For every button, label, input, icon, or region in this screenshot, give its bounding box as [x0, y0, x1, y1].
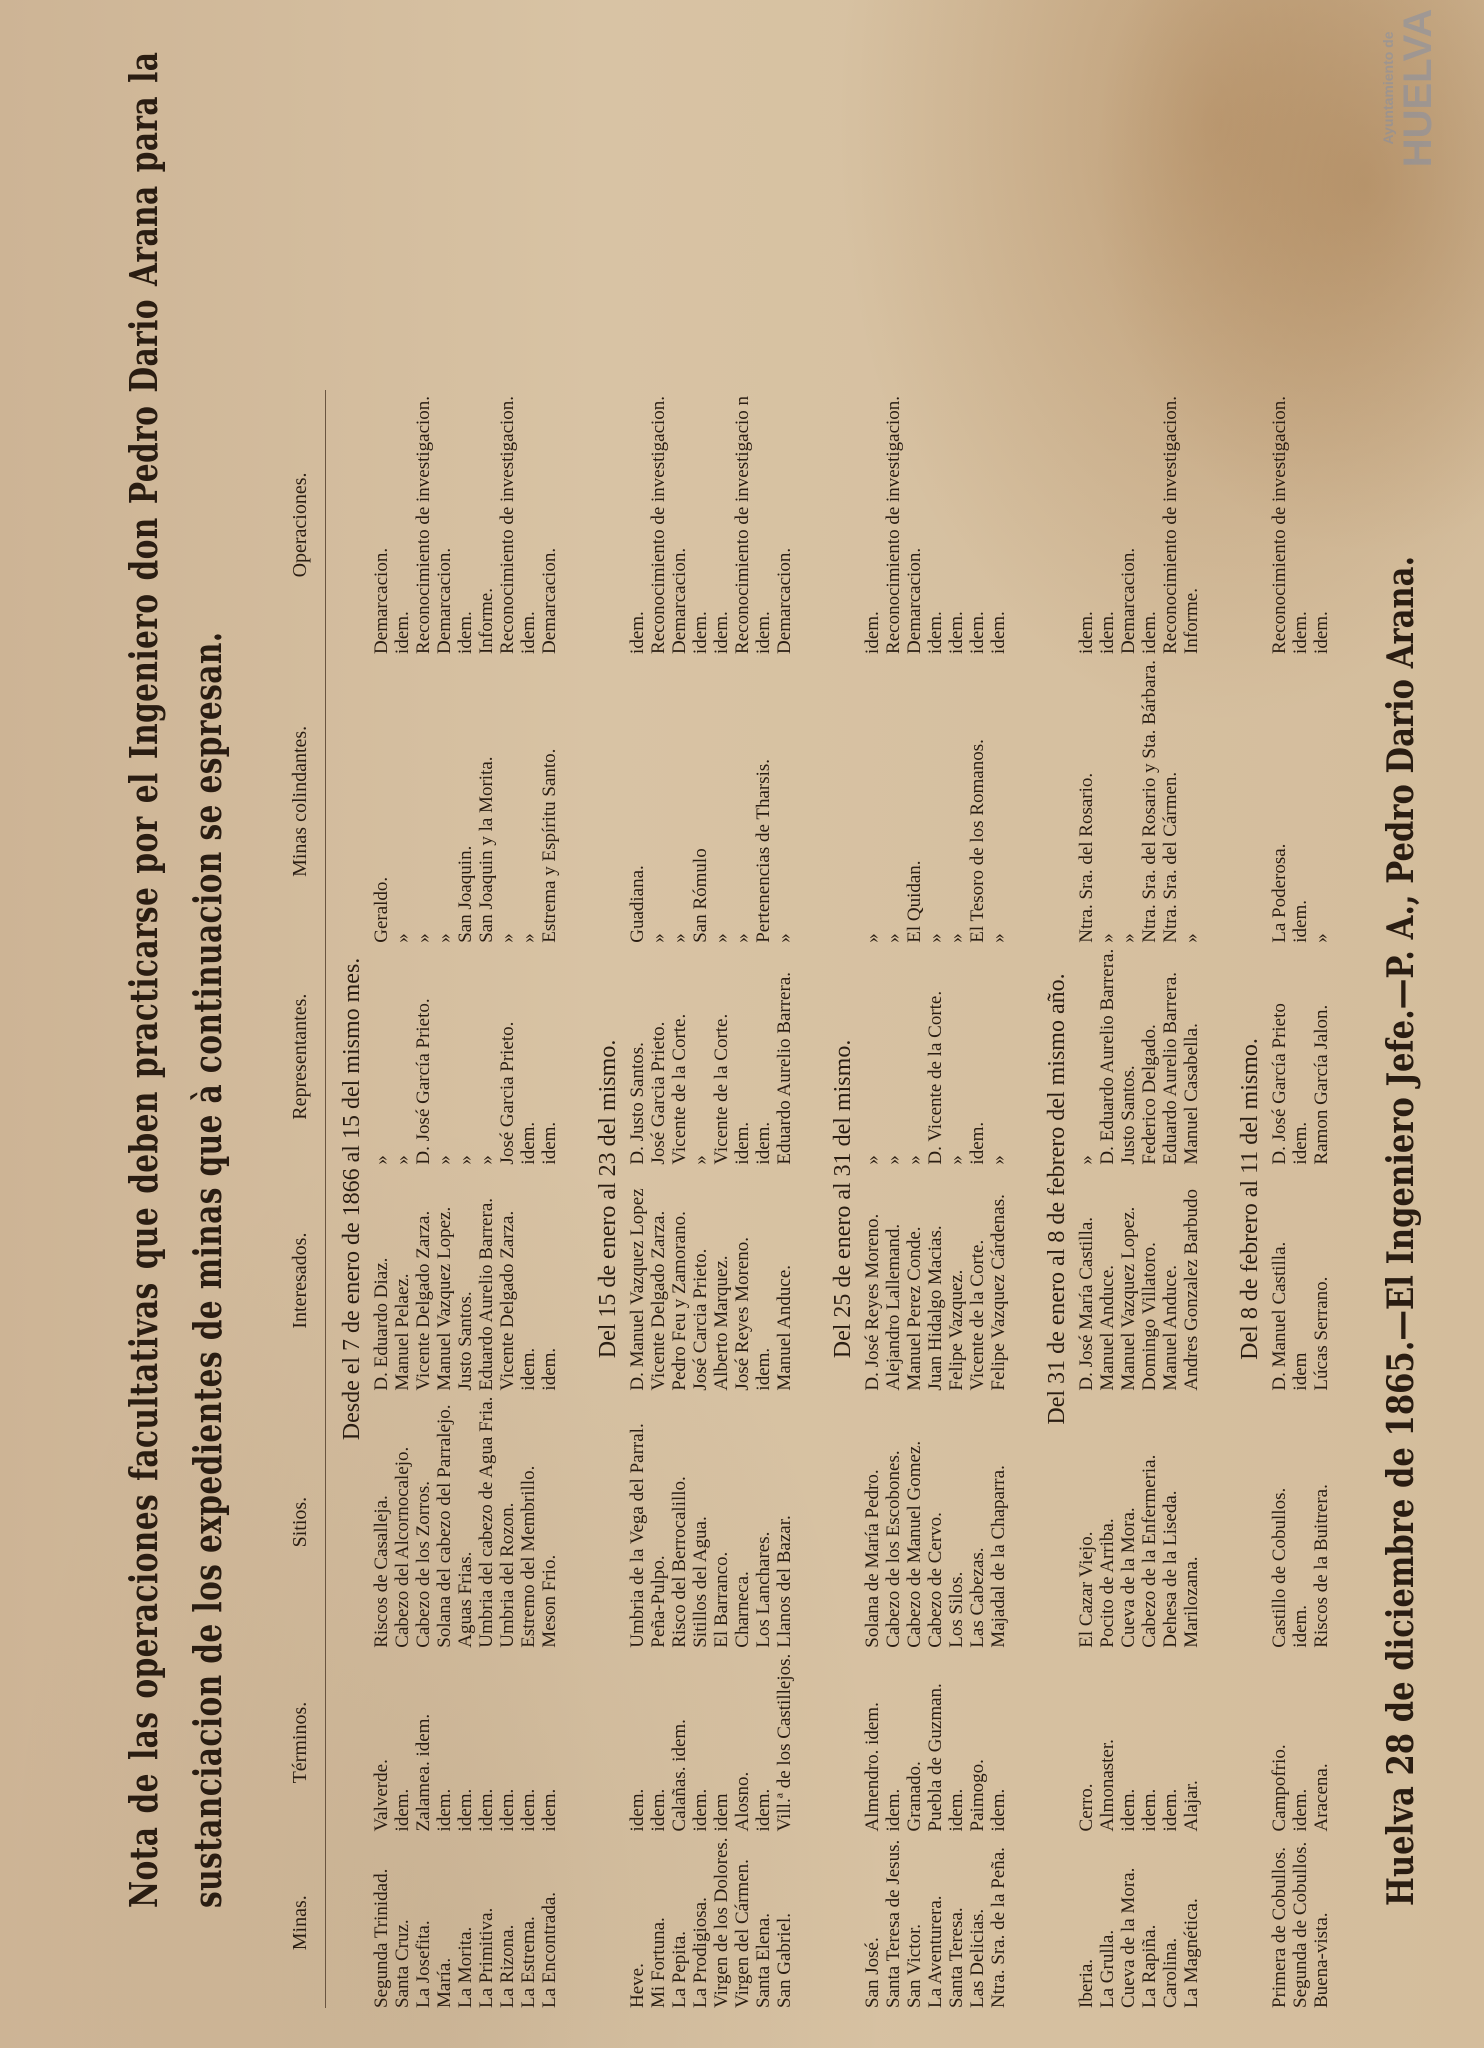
mine-name: La Grulla.: [1097, 1929, 1118, 2008]
mine-sitio: Solana del cabezo del Parralejo.: [434, 1404, 455, 1648]
period-heading-row: [1224, 390, 1269, 2008]
mine-representante: idem.: [753, 1121, 774, 1165]
mine-representante: »: [862, 1155, 883, 1165]
mine-colindantes: Ntra. Sra. del Rosario.: [1076, 772, 1097, 943]
mine-interesado: Pedro Feu y Zamorano.: [669, 1211, 690, 1391]
mine-representante: D. Vicente de la Corte.: [925, 990, 946, 1165]
period-spacer: [1009, 390, 1031, 2008]
mine-sitio: Solana de María Pedro.: [862, 1469, 883, 1648]
mine-termino: Alajar.: [1181, 1780, 1202, 1832]
mine-termino: Granado.: [904, 1761, 925, 1832]
period-heading-row: [817, 390, 862, 2008]
table-row: [392, 390, 413, 2008]
mine-termino: idem.: [1160, 1788, 1181, 1832]
table-row: [904, 390, 925, 2008]
mine-representante: idem.: [1290, 1121, 1311, 1165]
table-row: [925, 390, 946, 2008]
mine-operacion: Reconocimiento de investigacion.: [883, 395, 904, 654]
mine-termino: idem.: [392, 1788, 413, 1832]
table-row: [988, 390, 1009, 2008]
mine-sitio: Cueva de la Mora.: [1118, 1507, 1139, 1648]
mine-colindantes: »: [1097, 933, 1118, 943]
mine-name: San Gabriel.: [774, 1913, 795, 2008]
mine-termino: idem.: [1118, 1788, 1139, 1832]
mine-interesado: Manuel Anduce.: [1097, 1264, 1118, 1391]
mine-interesado: idem: [1290, 1352, 1311, 1391]
mine-interesado: Vicente Delgado Zarza.: [648, 1210, 669, 1391]
mine-name: Segunda de Cobullos.: [1290, 1841, 1311, 2008]
table-row: [1269, 390, 1290, 2008]
mine-sitio: Majadal de la Chaparra.: [988, 1465, 1009, 1648]
mine-name: La Magnética.: [1181, 1898, 1202, 2008]
mine-colindantes: »: [732, 933, 753, 943]
mine-name: Santa Elena.: [753, 1913, 774, 2008]
header-representantes: Representantes.: [290, 943, 326, 1165]
mine-colindantes: »: [392, 933, 413, 943]
mine-sitio: Cabezo de Cervo.: [925, 1512, 946, 1648]
mine-operacion: Reconocimiento de investigacion.: [497, 395, 518, 654]
mine-colindantes: »: [883, 933, 904, 943]
mine-name: Santa Teresa de Jesus.: [883, 1839, 904, 2008]
mine-colindantes: »: [925, 933, 946, 943]
mine-colindantes: Guadiana.: [627, 865, 648, 943]
mine-sitio: idem.: [1290, 1604, 1311, 1648]
mine-operacion: idem.: [711, 611, 732, 654]
mine-colindantes: »: [774, 933, 795, 943]
mine-interesado: José Carcia Prieto.: [690, 1248, 711, 1391]
mine-operacion: Reconocimiento de investigacion.: [413, 395, 434, 654]
table-row: [434, 390, 455, 2008]
mine-interesado: D. Manuel Vazquez Lopez: [627, 1188, 648, 1391]
mine-representante: D. Eduardo Aurelio Barrera.: [1097, 948, 1118, 1165]
mine-termino: Zalamea. idem.: [413, 1713, 434, 1832]
mine-sitio: Risco del Berrocalillo.: [669, 1476, 690, 1648]
mine-termino: Puebla de Guzman.: [925, 1683, 946, 1832]
mine-name: Las Delicias.: [967, 1908, 988, 2008]
mine-interesado: Felipe Vazquez.: [946, 1269, 967, 1391]
mine-representante: Justo Santos.: [1118, 1065, 1139, 1165]
mine-representante: D. Justo Santos.: [627, 1042, 648, 1165]
table-row: [455, 390, 476, 2008]
mine-interesado: idem.: [518, 1347, 539, 1391]
mine-operacion: idem.: [862, 611, 883, 654]
mine-termino: idem.: [988, 1788, 1009, 1832]
mine-sitio: Cabezo de los Zorros.: [413, 1480, 434, 1648]
mine-colindantes: Estrema y Espíritu Santo.: [539, 748, 560, 943]
mine-representante: idem.: [539, 1121, 560, 1165]
document-title: Nota de las operaciones facultativas que deben practicarse por el Ingeniero don Pedro Dario Arana para la sustanciacion de los expedientes de minas que à continuacion se espresan.: [121, 51, 230, 1908]
table-row: [883, 390, 904, 2008]
table-row: [648, 390, 669, 2008]
mine-sitio: Umbria del Rozon.: [497, 1502, 518, 1648]
mine-sitio: Dehesa de la Liseda.: [1160, 1490, 1181, 1648]
period-heading: Desde el 7 de enero de 1866 al 15 del mismo mes.: [339, 957, 365, 1441]
table-row: [518, 390, 539, 2008]
mine-operacion: Demarcacion.: [539, 547, 560, 654]
mine-termino: Aracena.: [1311, 1763, 1332, 1832]
mine-termino: Vill.ª de los Castillejos.: [774, 1653, 795, 1832]
mine-operacion: Informe.: [1181, 588, 1202, 654]
table-row: [1311, 390, 1332, 2008]
mine-operacion: idem.: [518, 611, 539, 654]
mine-operacion: Reconocimiento de investigacio n: [732, 395, 753, 654]
mine-termino: Almendro. idem.: [862, 1702, 883, 1832]
mine-sitio: Las Cabezas.: [967, 1547, 988, 1648]
mine-operacion: Demarcacion.: [434, 547, 455, 654]
mine-colindantes: La Poderosa.: [1269, 843, 1290, 943]
mine-representante: Ramon García Jalon.: [1311, 1004, 1332, 1165]
mine-name: Ntra. Sra. de la Peña.: [988, 1847, 1009, 2008]
mine-colindantes: Ntra. Sra. del Cármen.: [1160, 771, 1181, 943]
mine-representante: »: [946, 1155, 967, 1165]
mine-representante: Eduardo Aurelio Barrera.: [1160, 972, 1181, 1165]
header-operaciones: Operaciones.: [290, 390, 326, 654]
mine-colindantes: El Tesoro de los Romanos.: [967, 739, 988, 943]
mine-name: Segunda Trinidad.: [371, 1868, 392, 2008]
mine-interesado: D. Eduardo Diaz.: [371, 1257, 392, 1391]
table-row: [497, 390, 518, 2008]
mine-sitio: Estremo del Membrillo.: [518, 1465, 539, 1648]
mine-interesado: José Reyes Moreno.: [732, 1237, 753, 1391]
mine-operacion: Demarcacion.: [669, 547, 690, 654]
mine-sitio: Umbria del cabezo de Agua Fria.: [476, 1396, 497, 1648]
mine-operacion: idem.: [967, 611, 988, 654]
table-row: [753, 390, 774, 2008]
mines-table: [290, 390, 1332, 2008]
mine-interesado: Vicente Delgado Zarza.: [497, 1210, 518, 1391]
mine-name: La Morita.: [455, 1926, 476, 2008]
mine-operacion: idem.: [392, 611, 413, 654]
header-minas-colindantes: Minas colindantes.: [290, 654, 326, 943]
table-row: [1118, 390, 1139, 2008]
header-terminos: Términos.: [290, 1648, 326, 1832]
table-row: [371, 390, 392, 2008]
mine-representante: D. José García Prieto.: [413, 998, 434, 1165]
mine-colindantes: Geraldo.: [371, 876, 392, 943]
table-row: [1139, 390, 1160, 2008]
header-minas: Minas.: [290, 1831, 326, 2008]
mine-representante: »: [904, 1155, 925, 1165]
mine-interesado: Vicente Delgado Zarza.: [413, 1210, 434, 1391]
mine-sitio: Pocito de Arriba.: [1097, 1518, 1118, 1648]
mine-representante: Manuel Casabella.: [1181, 1023, 1202, 1165]
mine-name: Carolina.: [1160, 1937, 1181, 2008]
table-row: [627, 390, 648, 2008]
mine-colindantes: San Joaquin.: [455, 845, 476, 943]
mine-name: La Aventurera.: [925, 1895, 946, 2008]
mine-name: La Estrema.: [518, 1916, 539, 2008]
mine-interesado: Domingo Villatoro.: [1139, 1242, 1160, 1391]
mine-operacion: idem.: [690, 611, 711, 654]
table-body: [326, 390, 1333, 2008]
mine-sitio: Marilozana.: [1181, 1556, 1202, 1648]
mine-colindantes: »: [497, 933, 518, 943]
mine-interesado: Manuel Vazquez Lopez.: [1118, 1206, 1139, 1391]
mine-name: La Pepita.: [669, 1930, 690, 2008]
mine-operacion: Demarcacion.: [1118, 547, 1139, 654]
mine-interesado: Manuel Anduce.: [1160, 1264, 1181, 1391]
mine-operacion: Reconocimiento de investigacion.: [1160, 395, 1181, 654]
mine-interesado: Andres Gonzalez Barbudo: [1181, 1189, 1202, 1391]
mine-colindantes: El Quidan.: [904, 860, 925, 943]
mine-sitio: Aguas Frias.: [455, 1551, 476, 1648]
mine-sitio: Cabezo de Manuel Gomez.: [904, 1440, 925, 1648]
mine-interesado: Eduardo Aurelio Barrera.: [476, 1198, 497, 1391]
mine-termino: idem.: [753, 1788, 774, 1832]
table-row: [967, 390, 988, 2008]
table-header-row: [290, 390, 326, 2008]
mine-operacion: idem.: [946, 611, 967, 654]
mine-operacion: idem.: [925, 611, 946, 654]
table-row: [711, 390, 732, 2008]
stamp-main-text: HUELVA: [1396, 8, 1440, 168]
mine-termino: idem: [711, 1793, 732, 1832]
mine-termino: idem.: [883, 1788, 904, 1832]
stamp-top-text: Ayuntamiento de: [1380, 31, 1396, 145]
mine-name: La Josefita.: [413, 1920, 434, 2008]
mine-representante: Eduardo Aurelio Barrera.: [774, 972, 795, 1165]
table-row: [1290, 390, 1311, 2008]
mine-operacion: Demarcacion.: [774, 547, 795, 654]
mine-termino: idem.: [455, 1788, 476, 1832]
mine-name: Primera de Cobullos.: [1269, 1847, 1290, 2008]
mine-sitio: El Barranco.: [711, 1551, 732, 1648]
header-sitios: Sitios.: [290, 1391, 326, 1648]
period-spacer: [795, 390, 817, 2008]
mine-representante: José Garcia Prieto.: [648, 1021, 669, 1165]
mine-representante: José Garcia Prieto.: [497, 1021, 518, 1165]
table-row: [1076, 390, 1097, 2008]
mine-termino: idem.: [627, 1788, 648, 1832]
mine-termino: idem.: [648, 1788, 669, 1832]
mine-termino: idem.: [539, 1788, 560, 1832]
mine-operacion: idem.: [753, 611, 774, 654]
mine-interesado: Justo Santos.: [455, 1291, 476, 1391]
period-heading: Del 15 de enero al 23 del mismo.: [595, 1039, 621, 1359]
mine-colindantes: »: [434, 933, 455, 943]
mine-colindantes: »: [711, 933, 732, 943]
table-row: [669, 390, 690, 2008]
period-heading-row: [1031, 390, 1076, 2008]
mine-operacion: Demarcacion.: [371, 547, 392, 654]
mine-operacion: idem.: [1097, 611, 1118, 654]
mine-representante: »: [1076, 1155, 1097, 1165]
mine-sitio: Umbria de la Vega del Parral.: [627, 1423, 648, 1648]
table-row: [1160, 390, 1181, 2008]
mine-representante: »: [883, 1155, 904, 1165]
period-spacer: [1202, 390, 1224, 2008]
mine-representante: »: [392, 1155, 413, 1165]
table-row: [539, 390, 560, 2008]
mine-interesado: idem.: [539, 1347, 560, 1391]
mine-representante: »: [988, 1155, 1009, 1165]
mine-colindantes: »: [518, 933, 539, 943]
mine-representante: Vicente de la Corte.: [669, 1013, 690, 1165]
period-heading: Del 8 de febrero al 11 del mismo.: [1237, 1038, 1263, 1360]
table-row: [946, 390, 967, 2008]
period-heading: Del 31 de enero al 8 de febrero del mismo año.: [1044, 973, 1070, 1425]
mine-colindantes: »: [413, 933, 434, 943]
mine-representante: »: [690, 1155, 711, 1165]
document-footer: Huelva 28 de diciembre de 1865.—El Ingeniero Jefe.—P. A., Pedro Dario Arana.: [1380, 555, 1422, 1906]
mine-operacion: Reconocimiento de investigacion.: [1269, 395, 1290, 654]
mine-representante: idem.: [732, 1121, 753, 1165]
mine-interesado: D. Manuel Castilla.: [1269, 1241, 1290, 1391]
mine-name: Iberia.: [1076, 1958, 1097, 2008]
mine-colindantes: San Rómulo: [690, 848, 711, 943]
mine-termino: Cerro.: [1076, 1783, 1097, 1832]
mine-colindantes: San Joaquin y la Morita.: [476, 756, 497, 943]
mine-termino: idem.: [497, 1788, 518, 1832]
mine-interesado: D. José María Castilla.: [1076, 1216, 1097, 1391]
mine-colindantes: »: [862, 933, 883, 943]
mine-interesado: Manuel Pelaez.: [392, 1273, 413, 1391]
mine-sitio: Llanos del Bazar.: [774, 1515, 795, 1648]
mine-representante: »: [434, 1155, 455, 1165]
mine-representante: Vicente de la Corte.: [711, 1013, 732, 1165]
mine-representante: D. José García Prieto: [1269, 1003, 1290, 1165]
mine-name: Heve.: [627, 1963, 648, 2008]
mine-termino: Paimogo.: [967, 1759, 988, 1832]
mine-termino: idem.: [1139, 1788, 1160, 1832]
mine-termino: idem.: [476, 1788, 497, 1832]
table-row: [1181, 390, 1202, 2008]
mine-representante: idem.: [967, 1121, 988, 1165]
mine-colindantes: »: [648, 933, 669, 943]
mine-name: La Rapiña.: [1139, 1924, 1160, 2008]
table-row: [413, 390, 434, 2008]
mine-termino: idem.: [434, 1788, 455, 1832]
mine-interesado: Alejandro Lallemand.: [883, 1223, 904, 1391]
mine-termino: idem.: [1290, 1788, 1311, 1832]
mine-termino: Almonaster.: [1097, 1739, 1118, 1832]
mine-termino: idem.: [518, 1788, 539, 1832]
mine-termino: idem.: [690, 1788, 711, 1832]
mine-operacion: idem.: [627, 611, 648, 654]
archive-stamp: [1380, 8, 1470, 168]
mine-name: La Rizona.: [497, 1924, 518, 2008]
mine-sitio: Charneca.: [732, 1571, 753, 1648]
mine-interesado: Manuel Perez Conde.: [904, 1226, 925, 1391]
table-row: [476, 390, 497, 2008]
mine-sitio: Cabezo del Alcornocalejo.: [392, 1446, 413, 1648]
mine-name: San José.: [862, 1937, 883, 2008]
mine-termino: Alosno.: [732, 1771, 753, 1832]
period-spacer: [560, 390, 582, 2008]
mine-interesado: Manuel Vazquez Lopez.: [434, 1206, 455, 1391]
mine-sitio: Los Silos.: [946, 1571, 967, 1648]
mine-termino: Valverde.: [371, 1759, 392, 1832]
mine-termino: Campofrio.: [1269, 1744, 1290, 1832]
mine-colindantes: idem.: [1290, 900, 1311, 943]
mine-interesado: Vicente de la Corte.: [967, 1239, 988, 1391]
mine-name: San Victor.: [904, 1923, 925, 2008]
header-interesados: Interesados.: [290, 1165, 326, 1391]
mine-operacion: idem.: [988, 611, 1009, 654]
table-row: [732, 390, 753, 2008]
mine-colindantes: »: [1118, 933, 1139, 943]
period-heading: Del 25 de enero al 31 del mismo.: [830, 1039, 856, 1359]
mine-name: La Primitiva.: [476, 1907, 497, 2008]
mine-sitio: Castillo de Cobullos.: [1269, 1487, 1290, 1648]
table-row: [1097, 390, 1118, 2008]
mine-operacion: idem.: [1139, 611, 1160, 654]
mine-sitio: Riscos de la Buitrera.: [1311, 1484, 1332, 1648]
mine-name: Virgen del Cármen.: [732, 1859, 753, 2008]
mine-name: María.: [434, 1957, 455, 2008]
mine-operacion: Informe.: [476, 588, 497, 654]
mine-interesado: idem.: [753, 1347, 774, 1391]
mine-operacion: idem.: [1076, 611, 1097, 654]
mine-sitio: Los Lanchares.: [753, 1531, 774, 1648]
mine-sitio: El Cazar Viejo.: [1076, 1531, 1097, 1648]
mine-sitio: Meson Frio.: [539, 1554, 560, 1648]
mine-termino: idem.: [946, 1788, 967, 1832]
mine-operacion: idem.: [1311, 611, 1332, 654]
mine-colindantes: »: [1181, 933, 1202, 943]
period-heading-row: [326, 390, 372, 2008]
mine-sitio: Sitillos del Agua.: [690, 1516, 711, 1648]
mine-interesado: Juan Hidalgo Macias.: [925, 1225, 946, 1391]
mine-operacion: Demarcacion.: [904, 547, 925, 654]
mine-interesado: Manuel Anduce.: [774, 1264, 795, 1391]
mine-operacion: Reconocimiento de investigacion.: [648, 395, 669, 654]
mine-sitio: Peña-Pulpo.: [648, 1555, 669, 1648]
mine-interesado: D. José Reyes Moreno.: [862, 1213, 883, 1391]
mine-name: Santa Cruz.: [392, 1919, 413, 2008]
mine-name: Mi Fortuna.: [648, 1917, 669, 2008]
mine-name: Cueva de la Mora.: [1118, 1867, 1139, 2008]
mine-colindantes: »: [988, 933, 1009, 943]
mine-interesado: Lúcas Serrano.: [1311, 1276, 1332, 1391]
mine-colindantes: »: [946, 933, 967, 943]
mine-name: Virgen de los Dolores.: [711, 1837, 732, 2008]
mine-representante: idem.: [518, 1121, 539, 1165]
mine-representante: »: [455, 1155, 476, 1165]
mine-colindantes: »: [1311, 933, 1332, 943]
mine-name: La Prodigiosa.: [690, 1897, 711, 2008]
table-row: [862, 390, 883, 2008]
mine-name: La Encontrada.: [539, 1891, 560, 2008]
mine-colindantes: Ntra. Sra. del Rosario y Sta. Bárbara.: [1139, 659, 1160, 943]
mine-representante: »: [371, 1155, 392, 1165]
mine-operacion: idem.: [1290, 611, 1311, 654]
table-row: [690, 390, 711, 2008]
mine-representante: »: [476, 1155, 497, 1165]
mine-interesado: Felipe Vazquez Cárdenas.: [988, 1194, 1009, 1391]
mine-sitio: Riscos de Casalleja.: [371, 1495, 392, 1648]
mine-colindantes: »: [669, 933, 690, 943]
mine-sitio: Cabezo de la Enfermeria.: [1139, 1454, 1160, 1648]
mine-name: Buena-vista.: [1311, 1912, 1332, 2008]
mine-colindantes: Pertenencias de Tharsis.: [753, 758, 774, 943]
mine-representante: Federico Delgado.: [1139, 1024, 1160, 1165]
mine-name: Santa Teresa.: [946, 1907, 967, 2008]
mine-interesado: Alberto Marquez.: [711, 1255, 732, 1391]
table-row: [774, 390, 795, 2008]
mine-operacion: idem.: [455, 611, 476, 654]
mine-sitio: Cabezo de los Escobones.: [883, 1450, 904, 1648]
mine-termino: Calañas. idem.: [669, 1719, 690, 1832]
period-heading-row: [582, 390, 627, 2008]
